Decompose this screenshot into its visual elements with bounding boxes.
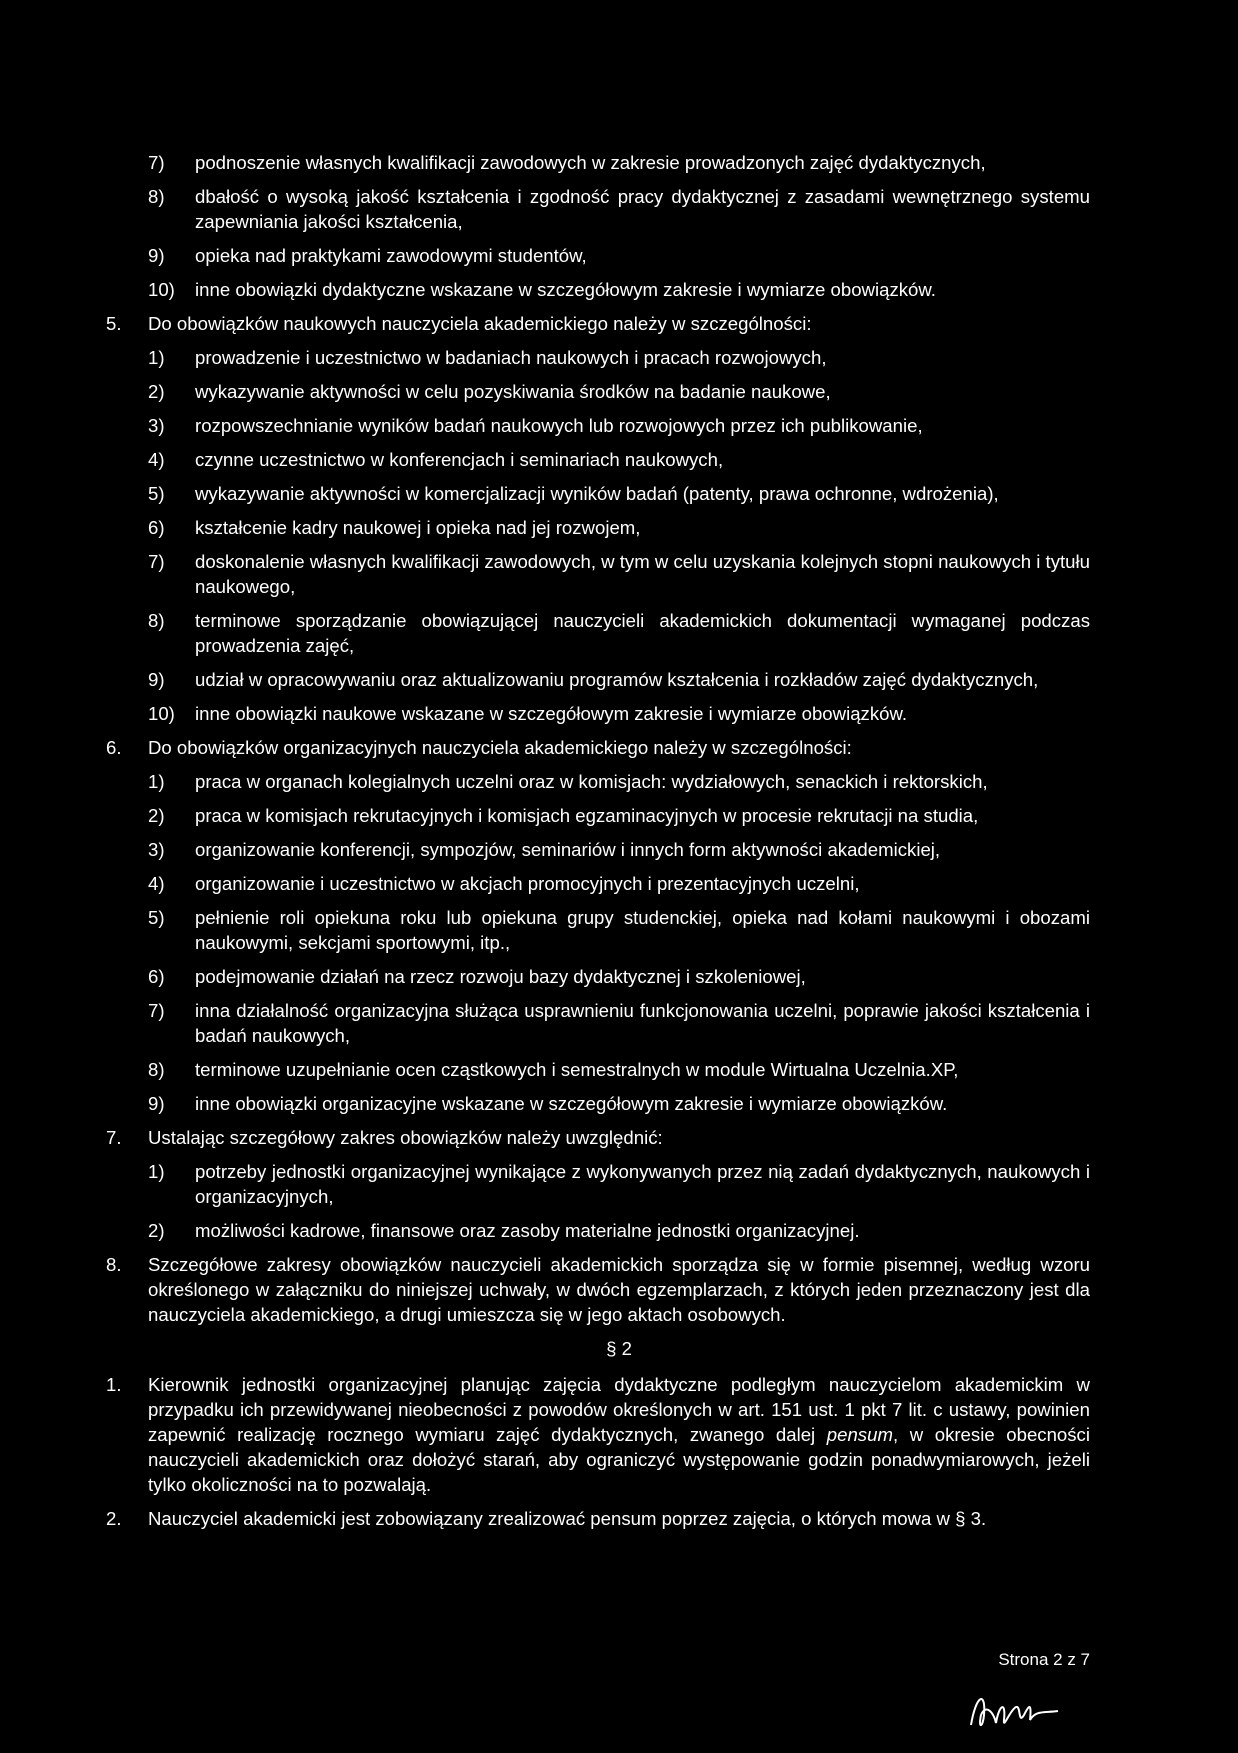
list-item [148,964,1090,989]
item-number: 8) [148,610,165,631]
list-item [148,277,1090,302]
paragraph-heading [106,735,1090,760]
list-item [148,447,1090,472]
item-number: 7) [148,551,165,572]
paragraph-number: 1. [106,1374,122,1395]
item-number: 5) [148,483,165,504]
list-item [148,871,1090,896]
item-text: kształcenie kadry naukowej i opieka nad jej rozwojem, [195,517,641,538]
item-text: prowadzenie i uczestnictwo w badaniach naukowych i pracach rozwojowych, [195,347,827,368]
paragraph-text: Do obowiązków organizacyjnych nauczyciela akademickiego należy w szczególności: [148,737,852,758]
item-text: opieka nad praktykami zawodowymi studentów, [195,245,587,266]
item-number: 2) [148,381,165,402]
list-item [148,1218,1090,1243]
item-number: 10) [148,703,175,724]
item-number: 4) [148,873,165,894]
list-item [148,549,1090,599]
list-item [148,1091,1090,1116]
item-number: 10) [148,279,175,300]
list-item [148,481,1090,506]
paragraph-8 [106,1252,1090,1327]
item-number: 5) [148,907,165,928]
document-body [106,150,1090,1540]
item-number: 8) [148,1059,165,1080]
list-item [148,701,1090,726]
continued-list [148,150,1090,302]
paragraph-heading [106,311,1090,336]
signature-icon [966,1685,1066,1735]
paragraph-5 [106,311,1090,726]
list-item [148,150,1090,175]
list-item [148,905,1090,955]
item-number: 9) [148,669,165,690]
paragraph-text-part: , w okresie obecności nauczycieli akademickich oraz dołożyć starań, aby ograniczyć występowanie godzin ponadwymiarowych, jeżeli tylko okoliczności na to pozwalają. [148,1424,1090,1495]
paragraph-text-part: Kierownik jednostki organizacyjnej planując zajęcia dydaktyczne podległym nauczycielom akademickim w przypadku ich przewidywanej nieobecności z powodów określonych w art. 151 ust. 1 pkt 7 lit. c ustawy, powinien zapewnić realizację rocznego wymiaru zajęć dydaktycznych, zwanego dalej [148,1374,1090,1445]
paragraph-number: 2. [106,1508,122,1529]
item-number: 6) [148,517,165,538]
item-text: inne obowiązki naukowe wskazane w szczegółowym zakresie i wymiarze obowiązków. [195,703,908,724]
item-text: możliwości kadrowe, finansowe oraz zasoby materialne jednostki organizacyjnej. [195,1220,860,1241]
item-number: 9) [148,1093,165,1114]
paragraph-text [148,1372,1090,1497]
paragraph-heading [106,1125,1090,1150]
item-text: inna działalność organizacyjna służąca usprawnieniu funkcjonowania uczelni, poprawie jakości kształcenia i badań naukowych, [195,1000,1090,1046]
item-number: 8) [148,186,165,207]
list-item [148,379,1090,404]
item-number: 7) [148,152,165,173]
item-number: 4) [148,449,165,470]
paragraph-text: Ustalając szczegółowy zakres obowiązków należy uwzględnić: [148,1127,663,1148]
list-item [148,667,1090,692]
item-number: 2) [148,805,165,826]
item-text: wykazywanie aktywności w celu pozyskiwania środków na badanie naukowe, [195,381,831,402]
item-text: terminowe sporządzanie obowiązującej nauczycieli akademickich dokumentacji wymaganej podczas prowadzenia zajęć, [195,610,1090,656]
item-number: 3) [148,839,165,860]
list-item [148,345,1090,370]
section-title: § 2 [606,1338,632,1359]
item-number: 1) [148,771,165,792]
paragraph-6 [106,735,1090,1116]
paragraph-text: Do obowiązków naukowych nauczyciela akademickiego należy w szczególności: [148,313,812,334]
item-number: 2) [148,1220,165,1241]
list-item [148,998,1090,1048]
item-text: doskonalenie własnych kwalifikacji zawodowych, w tym w celu uzyskania kolejnych stopni naukowych i tytułu naukowego, [195,551,1090,597]
item-text: organizowanie konferencji, sympozjów, seminariów i innych form aktywności akademickiej, [195,839,941,860]
list-item [148,1057,1090,1082]
item-text: inne obowiązki dydaktyczne wskazane w szczegółowym zakresie i wymiarze obowiązków. [195,279,936,300]
item-text: inne obowiązki organizacyjne wskazane w szczegółowym zakresie i wymiarze obowiązków. [195,1093,948,1114]
paragraph-number: 8. [106,1254,122,1275]
item-text: pełnienie roli opiekuna roku lub opiekuna grupy studenckiej, opieka nad kołami naukowymi i obozami naukowymi, sekcjami sportowymi, itp., [195,907,1090,953]
section-2-paragraph-1 [106,1372,1090,1497]
item-text: praca w komisjach rekrutacyjnych i komisjach egzaminacyjnych w procesie rekrutacji na studia, [195,805,979,826]
item-number: 6) [148,966,165,987]
item-number: 1) [148,347,165,368]
item-number: 7) [148,1000,165,1021]
item-text: podejmowanie działań na rzecz rozwoju bazy dydaktycznej i szkoleniowej, [195,966,806,987]
paragraph-7 [106,1125,1090,1243]
item-text: potrzeby jednostki organizacyjnej wynikające z wykonywanych przez nią zadań dydaktycznych, naukowych i organizacyjnych, [195,1161,1090,1207]
item-number: 1) [148,1161,165,1182]
item-text: rozpowszechnianie wyników badań naukowych lub rozwojowych przez ich publikowanie, [195,415,923,436]
paragraph-number: 7. [106,1127,122,1148]
item-text: organizowanie i uczestnictwo w akcjach promocyjnych i prezentacyjnych uczelni, [195,873,860,894]
italic-term: pensum [826,1424,893,1445]
item-text: udział w opracowywaniu oraz aktualizowaniu programów kształcenia i rozkładów zajęć dydaktycznych, [195,669,1039,690]
paragraph-text: Szczegółowe zakresy obowiązków nauczycieli akademickich sporządza się w formie pisemnej, według wzoru określonego w załączniku do niniejszej uchwały, w dwóch egzemplarzach, z których jeden przeznaczony jest dla nauczyciela akademickiego, a drugi umieszcza się w jego aktach osobowych. [148,1254,1090,1325]
list-item [148,803,1090,828]
page-number: Strona 2 z 7 [998,1650,1090,1669]
list-item [148,413,1090,438]
list-item [148,515,1090,540]
list-item [148,243,1090,268]
list-item [148,837,1090,862]
item-text: podnoszenie własnych kwalifikacji zawodowych w zakresie prowadzonych zajęć dydaktycznych, [195,152,986,173]
list-item [148,1159,1090,1209]
paragraph-text: Nauczyciel akademicki jest zobowiązany zrealizować pensum poprzez zajęcia, o których mowa w § 3. [148,1508,987,1529]
paragraph-number: 5. [106,313,122,334]
item-text: czynne uczestnictwo w konferencjach i seminariach naukowych, [195,449,724,470]
section-2-paragraph-2 [106,1506,1090,1531]
item-text: terminowe uzupełnianie ocen cząstkowych i semestralnych w module Wirtualna Uczelnia.XP, [195,1059,959,1080]
list-item [148,769,1090,794]
item-number: 9) [148,245,165,266]
item-text: wykazywanie aktywności w komercjalizacji wyników badań (patenty, prawa ochronne, wdrożenia), [195,483,999,504]
item-text: dbałość o wysoką jakość kształcenia i zgodność pracy dydaktycznej z zasadami wewnętrznego systemu zapewniania jakości kształcenia, [195,186,1090,232]
paragraph-number: 6. [106,737,122,758]
item-number: 3) [148,415,165,436]
list-item [148,184,1090,234]
list-item [148,608,1090,658]
item-text: praca w organach kolegialnych uczelni oraz w komisjach: wydziałowych, senackich i rektorskich, [195,771,988,792]
